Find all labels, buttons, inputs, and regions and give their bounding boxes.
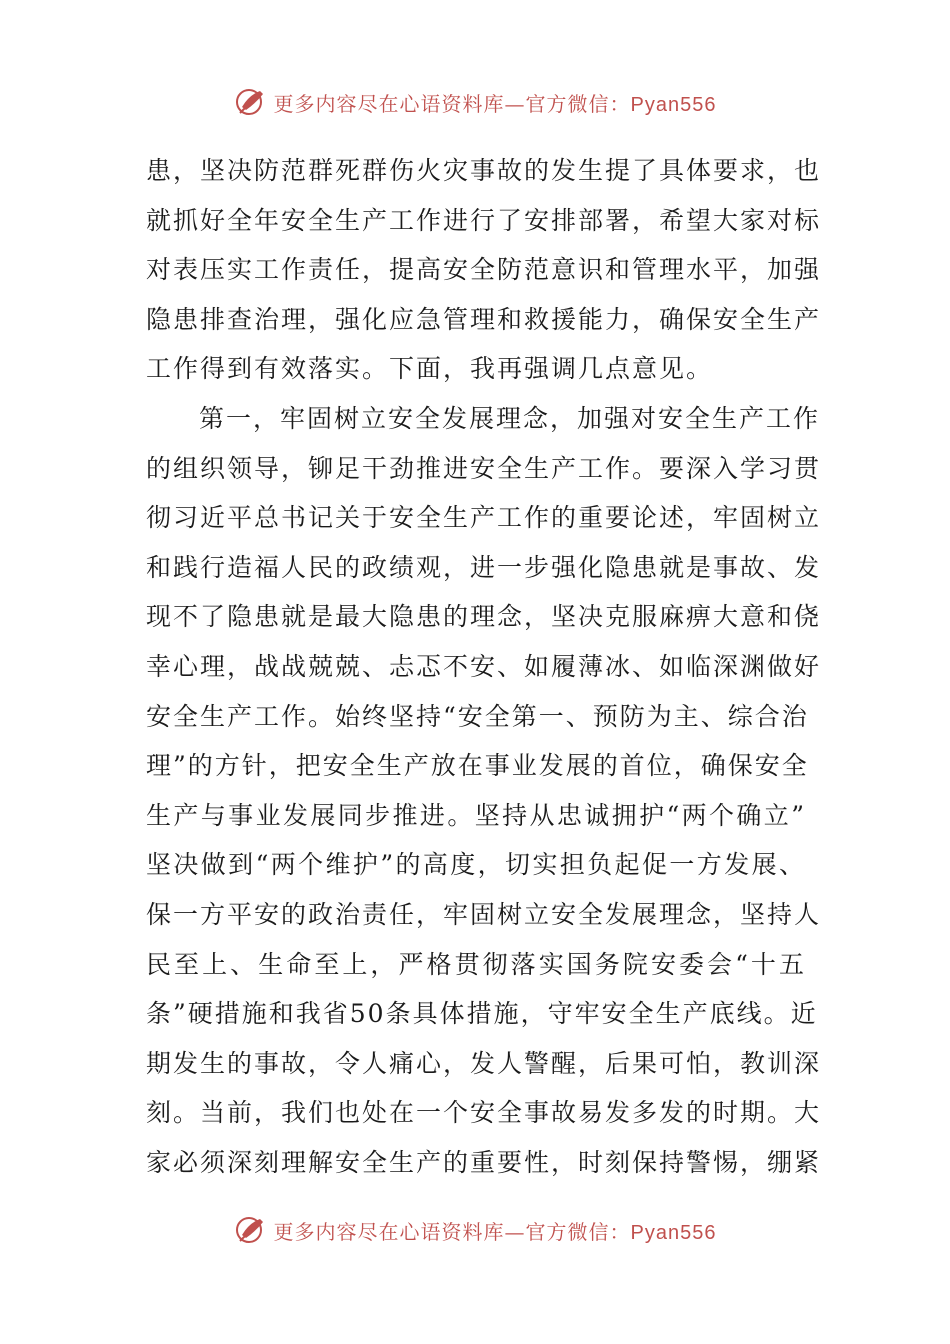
- body-line: 生产与事业发展同步推进。坚持从忠诚拥护“两个确立”: [146, 800, 806, 830]
- footer-wechat-id: Pyan556: [630, 1221, 717, 1244]
- pen-logo-icon: [234, 1213, 268, 1247]
- body-line: 保一方平安的政治责任，牢固树立安全发展理念，坚持人: [146, 899, 822, 929]
- body-line: 幸心理，战战兢兢、忐忑不安、如履薄冰、如临深渊做好: [146, 651, 822, 681]
- header-banner: [0, 82, 950, 122]
- body-line: 现不了隐患就是最大隐患的理念，坚决克服麻痹大意和侥: [146, 602, 822, 632]
- body-line: 安全生产工作。始终坚持“安全第一、预防为主、综合治: [146, 701, 809, 731]
- body-line: 民至上、生命至上，严格贯彻落实国务院安委会“十五: [146, 949, 806, 979]
- document-body: [146, 146, 822, 1187]
- header-banner-text: 更多内容尽在心语资料库—官方微信：Pyan556: [273, 91, 717, 116]
- footer-banner-text: 更多内容尽在心语资料库—官方微信：Pyan556: [273, 1219, 717, 1244]
- body-line: 彻习近平总书记关于安全生产工作的重要论述，牢固树立: [146, 503, 822, 533]
- body-line: 期发生的事故，令人痛心，发人警醒，后果可怕，教训深: [146, 1048, 822, 1078]
- footer-banner: [0, 1210, 950, 1250]
- pen-logo-icon: [234, 85, 268, 119]
- body-line: 和践行造福人民的政绩观，进一步强化隐患就是事故、发: [146, 552, 822, 582]
- body-line: 理”的方针，把安全生产放在事业发展的首位，确保安全: [146, 751, 809, 781]
- body-line: 的组织领导，铆足干劲推进安全生产工作。要深入学习贯: [146, 453, 822, 483]
- paragraph-start-line: 第一，牢固树立安全发展理念，加强对安全生产工作: [199, 403, 821, 433]
- body-line: 坚决做到“两个维护”的高度，切实担负起促一方发展、: [146, 850, 806, 880]
- body-line: 刻。当前，我们也处在一个安全事故易发多发的时期。大: [146, 1098, 822, 1128]
- body-line: 隐患排查治理，强化应急管理和救援能力，确保安全生产: [146, 304, 822, 334]
- body-line: 对表压实工作责任，提高安全防范意识和管理水平，加强: [146, 255, 822, 285]
- body-line: 就抓好全年安全生产工作进行了安排部署，希望大家对标: [146, 205, 822, 235]
- header-wechat-id: Pyan556: [630, 93, 717, 116]
- body-line: 工作得到有效落实。下面，我再强调几点意见。: [146, 354, 714, 384]
- body-line: 家必须深刻理解安全生产的重要性，时刻保持警惕，绷紧: [146, 1147, 822, 1177]
- body-line: 条”硬措施和我省50条具体措施，守牢安全生产底线。近: [146, 999, 818, 1029]
- body-line: 患，坚决防范群死群伤火灾事故的发生提了具体要求，也: [146, 156, 822, 185]
